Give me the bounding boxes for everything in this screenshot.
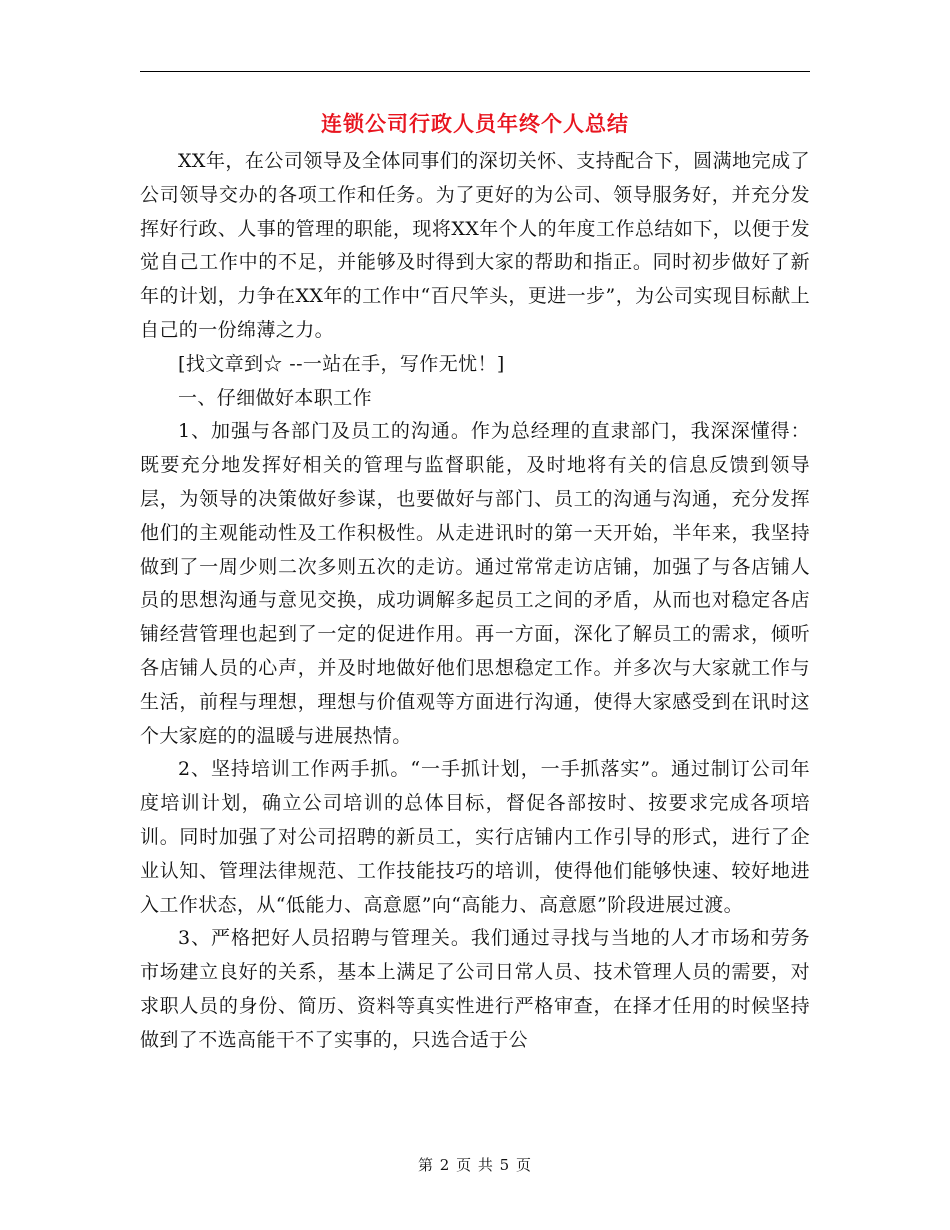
- page-footer: 第 2 页 共 5 页: [418, 1156, 532, 1174]
- paragraph-item-2: 2、坚持培训工作两手抓。“一手抓计划，一手抓落实”。通过制订公司年度培训计划，确立公司培训的总体目标，督促各部按时、按要求完成各项培训。同时加强了对公司招聘的新员工，实行店铺内工作引导的形式，进行了企业认知、管理法律规范、工作技能技巧的培训，使得他们能够快速、较好地进入工作状态，从“低能力、高意愿”向“高能力、高意愿”阶段进展过渡。: [140, 758, 810, 916]
- paragraph-item-1: 1、加强与各部门及员工的沟通。作为总经理的直隶部门，我深深懂得：既要充分地发挥好相关的管理与监督职能，及时地将有关的信息反馈到领导层，为领导的决策做好参谋，也要做好与部门、员工的沟通与沟通，充分发挥他们的主观能动性及工作积极性。从走进讯时的第一天开始，半年来，我坚持做到了一周少则二次多则五次的走访。通过常常走访店铺，加强了与各店铺人员的思想沟通与意见交换，成功调解多起员工之间的矛盾，从而也对稳定各店铺经营管理也起到了一定的促进作用。再一方面，深化了解员工的需求，倾听各店铺人员的心声，并及时地做好他们思想稳定工作。并多次与大家就工作与生活，前程与理想，理想与价值观等方面进行沟通，使得大家感受到在讯时这个大家庭的的温暖与进展热情。: [140, 420, 810, 747]
- document-body: [140, 145, 810, 1058]
- paragraph-note: [找文章到☆ --一站在手，写作无忧！]: [178, 352, 505, 375]
- paragraph-intro: XX年，在公司领导及全体同事们的深切关怀、支持配合下，圆满地完成了公司领导交办的各项工作和任务。为了更好的为公司、领导服务好，并充分发挥好行政、人事的管理的职能，现将XX年个人的年度工作总结如下，以便于发觉自己工作中的不足，并能够及时得到大家的帮助和指正。同时初步做好了新年的计划，力争在XX年的工作中“百尺竿头，更进一步”，为公司实现目标献上自己的一份绵薄之力。: [140, 150, 810, 341]
- header-rule: [140, 71, 810, 72]
- section-heading: 一、仔细做好本职工作: [178, 386, 373, 409]
- document-title: 连锁公司行政人员年终个人总结: [321, 112, 629, 136]
- paragraph-item-3: 3、严格把好人员招聘与管理关。我们通过寻找与当地的人才市场和劳务市场建立良好的关系，基本上满足了公司日常人员、技术管理人员的需要，对求职人员的身份、简历、资料等真实性进行严格审查，在择才任用的时候坚持做到了不选高能干不了实事的，只选合适于公: [140, 927, 810, 1051]
